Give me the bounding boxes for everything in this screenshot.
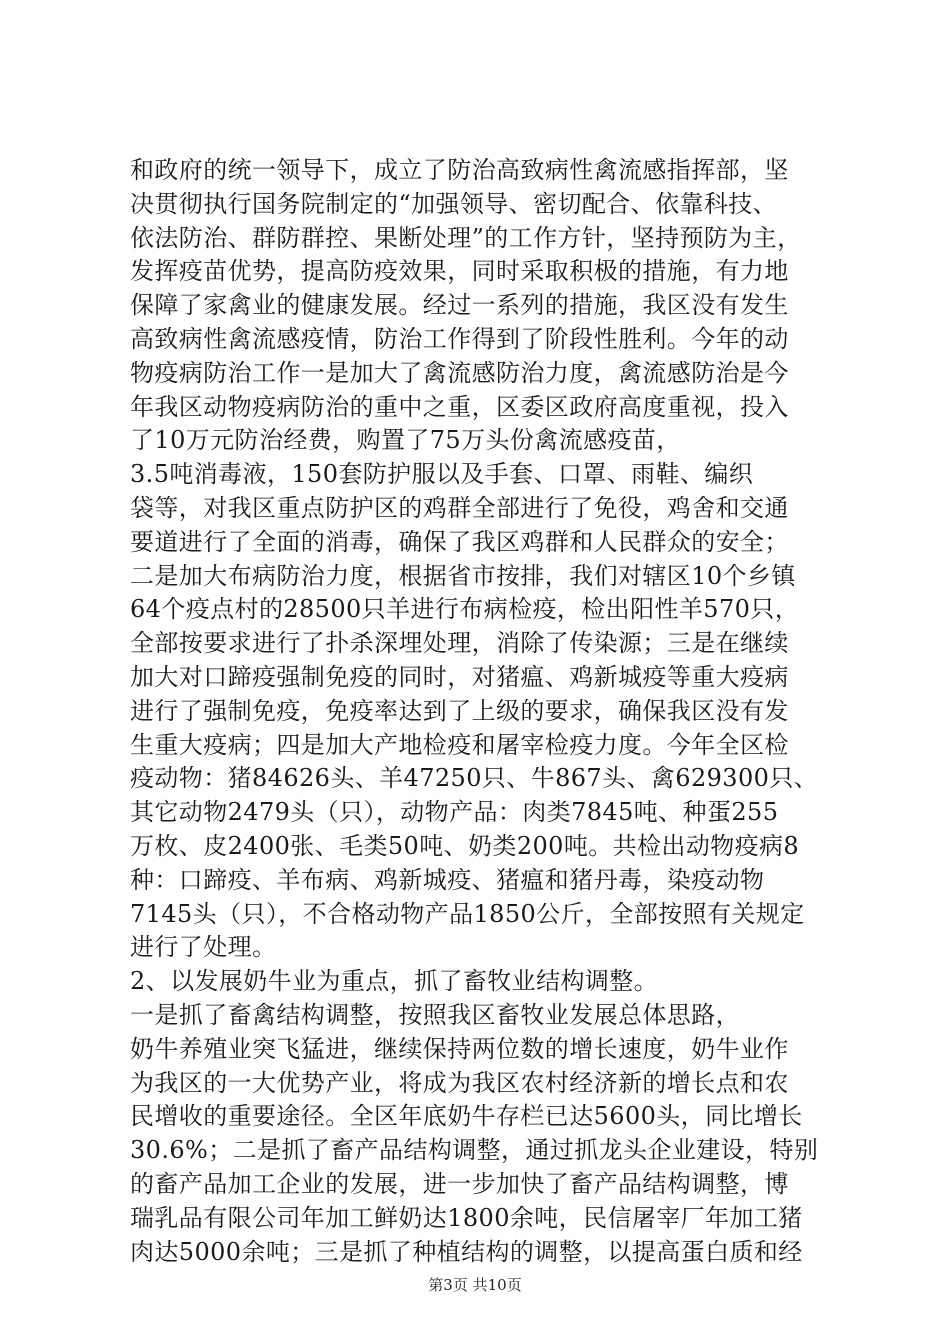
- page-number-footer: 第3页 共10页: [428, 1276, 522, 1294]
- text-line: 3.5吨消毒液，150套防护服以及手套、口罩、雨鞋、编织: [130, 460, 754, 489]
- text-line: 决贯彻执行国务院制定的“加强领导、密切配合、依靠科技、: [130, 189, 778, 218]
- document-body-text: [130, 154, 840, 1269]
- text-line: 2、以发展奶牛业为重点，抓了畜牧业结构调整。: [130, 967, 659, 996]
- text-line: 30.6%；二是抓了畜产品结构调整，通过抓龙头企业建设，特别: [130, 1136, 819, 1165]
- text-line: 要道进行了全面的消毒，确保了我区鸡群和人民群众的安全；: [130, 527, 789, 556]
- text-line: 民增收的重要途径。全区年底奶牛存栏已达5600头，同比增长: [130, 1102, 803, 1131]
- text-line: 其它动物2479头（只），动物产品：肉类7845吨、种蛋255: [130, 798, 779, 827]
- text-line: 二是加大布病防治力度，根据省市按排，我们对辖区10个乡镇: [130, 561, 796, 590]
- text-line: 和政府的统一领导下，成立了防治高致病性禽流感指挥部，坚: [130, 156, 789, 184]
- text-line: 了10万元防治经费，购置了75万头份禽流感疫苗，: [130, 426, 681, 455]
- text-line: 全部按要求进行了扑杀深埋处理，消除了传染源；三是在继续: [130, 629, 789, 658]
- text-line: 进行了强制免疫，免疫率达到了上级的要求，确保我区没有发: [130, 696, 789, 725]
- text-line: 7145头（只），不合格动物产品1850公斤，全部按照有关规定: [130, 899, 805, 928]
- text-line: 瑞乳品有限公司年加工鲜奶达1800余吨，民信屠宰厂年加工猪: [130, 1203, 803, 1232]
- text-line: 保障了家禽业的健康发展。经过一系列的措施，我区没有发生: [130, 291, 789, 320]
- text-line: 64个疫点村的28500只羊进行布病检疫，检出阳性羊570只，: [130, 595, 800, 624]
- text-line: 进行了处理。: [130, 933, 277, 962]
- text-line: 一是抓了畜禽结构调整，按照我区畜牧业发展总体思路，: [130, 1000, 740, 1029]
- text-line: 疫动物：猪84626头、羊47250只、牛867头、禽629300只、: [130, 764, 819, 793]
- text-line: 依法防治、群防群控、果断处理”的工作方针，坚持预防为主，: [130, 223, 802, 252]
- text-line: 万枚、皮2400张、毛类50吨、奶类200吨。共检出动物疫病8: [130, 831, 800, 860]
- text-line: 年我区动物疫病防治的重中之重，区委区政府高度重视，投入: [130, 392, 789, 421]
- text-line: 发挥疫苗优势，提高防疫效果，同时采取积极的措施，有力地: [130, 257, 789, 286]
- text-line: 高致病性禽流感疫情，防治工作得到了阶段性胜利。今年的动: [130, 324, 789, 353]
- text-line: 奶牛养殖业突飞猛进，继续保持两位数的增长速度，奶牛业作: [130, 1034, 789, 1063]
- text-line: 的畜产品加工企业的发展，进一步加快了畜产品结构调整，博: [130, 1169, 789, 1198]
- text-line: 袋等，对我区重点防护区的鸡群全部进行了免役，鸡舍和交通: [130, 493, 789, 522]
- text-line: 肉达5000余吨；三是抓了种植结构的调整，以提高蛋白质和经: [130, 1237, 803, 1266]
- text-line: 物疫病防治工作一是加大了禽流感防治力度，禽流感防治是今: [130, 358, 789, 387]
- text-line: 种：口蹄疫、羊布病、鸡新城疫、猪瘟和猪丹毒，染疫动物: [130, 865, 765, 894]
- text-line: 为我区的一大优势产业，将成为我区农村经济新的增长点和农: [130, 1068, 789, 1097]
- text-line: 加大对口蹄疫强制免疫的同时，对猪瘟、鸡新城疫等重大疫病: [130, 662, 789, 691]
- text-line: 生重大疫病；四是加大产地检疫和屠宰检疫力度。今年全区检: [130, 730, 789, 759]
